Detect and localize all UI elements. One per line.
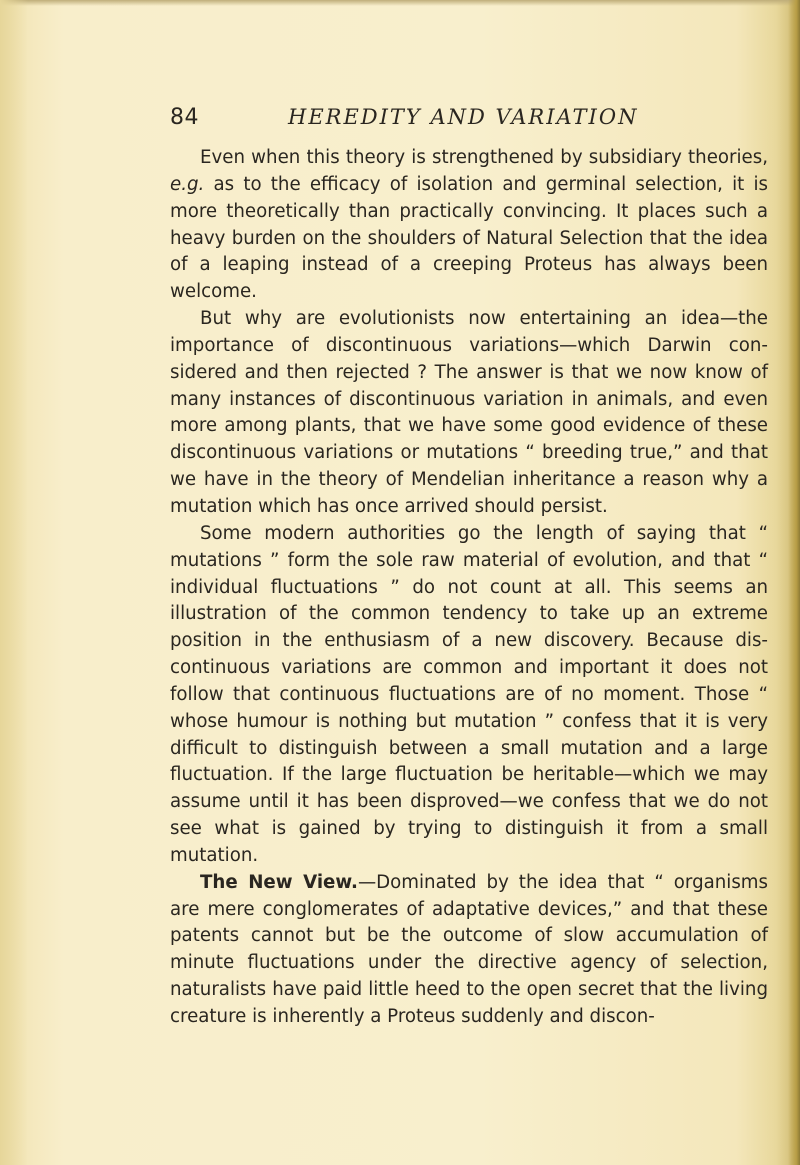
paragraph bbox=[170, 870, 768, 1031]
body-text bbox=[170, 145, 768, 1031]
paragraph-lead: Even when this theory is strengthened by subsidiary theories, bbox=[200, 147, 768, 168]
italic-abbreviation: e.g. bbox=[170, 173, 205, 195]
page-header bbox=[0, 105, 800, 135]
running-title: HEREDITY AND VARIATION bbox=[288, 105, 639, 129]
paragraph-lead: —Dominated by the idea that “ organisms are mere conglomerates of adaptative devices,” and that these patents cannot but be the outcome of slow accumulation of minute fluctuations under the directive agency of selection, naturalists have paid little heed to the open secret that the living creature is inherently a Proteus suddenly and discon- bbox=[170, 871, 769, 1027]
paragraph bbox=[170, 306, 768, 521]
section-run-in-heading: The New View. bbox=[200, 871, 358, 893]
page-fore-edge bbox=[788, 0, 800, 1165]
page-top-edge bbox=[0, 0, 800, 6]
paragraph-text: as to the efficacy of isolation and germinal selection, it is more theoretically than practically convincing. It places such a heavy burden on the shoulders of Natural Selection that the idea of a leaping instead of a creeping Proteus has always been welcome. bbox=[170, 173, 768, 303]
paragraph bbox=[170, 145, 768, 306]
page-number: 84 bbox=[170, 105, 199, 130]
paragraph bbox=[170, 521, 768, 870]
page-gutter bbox=[0, 0, 28, 1165]
paragraph-lead: But why are evolutionists now entertaining an idea—the importance of discontinuous variations—which Darwin con-sidered and then rejected ? The answer is that we now know of many instances of discontinuous variation in animals, and even more among plants, that we have some good evidence of these discontinuous variations or mutations “ breeding true,” and that we have in the theory of Mendelian inheritance a reason why a mutation which has once arrived should persist. bbox=[170, 308, 768, 517]
paragraph-lead: Some modern authorities go the length of saying that “ mutations ” form the sole raw material of evolution, and that “ individual fluctuations ” do not count at all. This seems an illustration of the common tendency to take up an extreme position in the enthusiasm of a new discovery. Because dis-continuous variations are common and important it does not follow that continuous fluctuations are of no moment. Those “ whose humour is nothing but mutation ” confess that it is very difficult to distinguish between a small mutation and a large fluctuation. If the large fluctuation be heritable—which we may assume until it has been disproved—we confess that we do not see what is gained by trying to distinguish it from a small mutation. bbox=[170, 522, 768, 866]
